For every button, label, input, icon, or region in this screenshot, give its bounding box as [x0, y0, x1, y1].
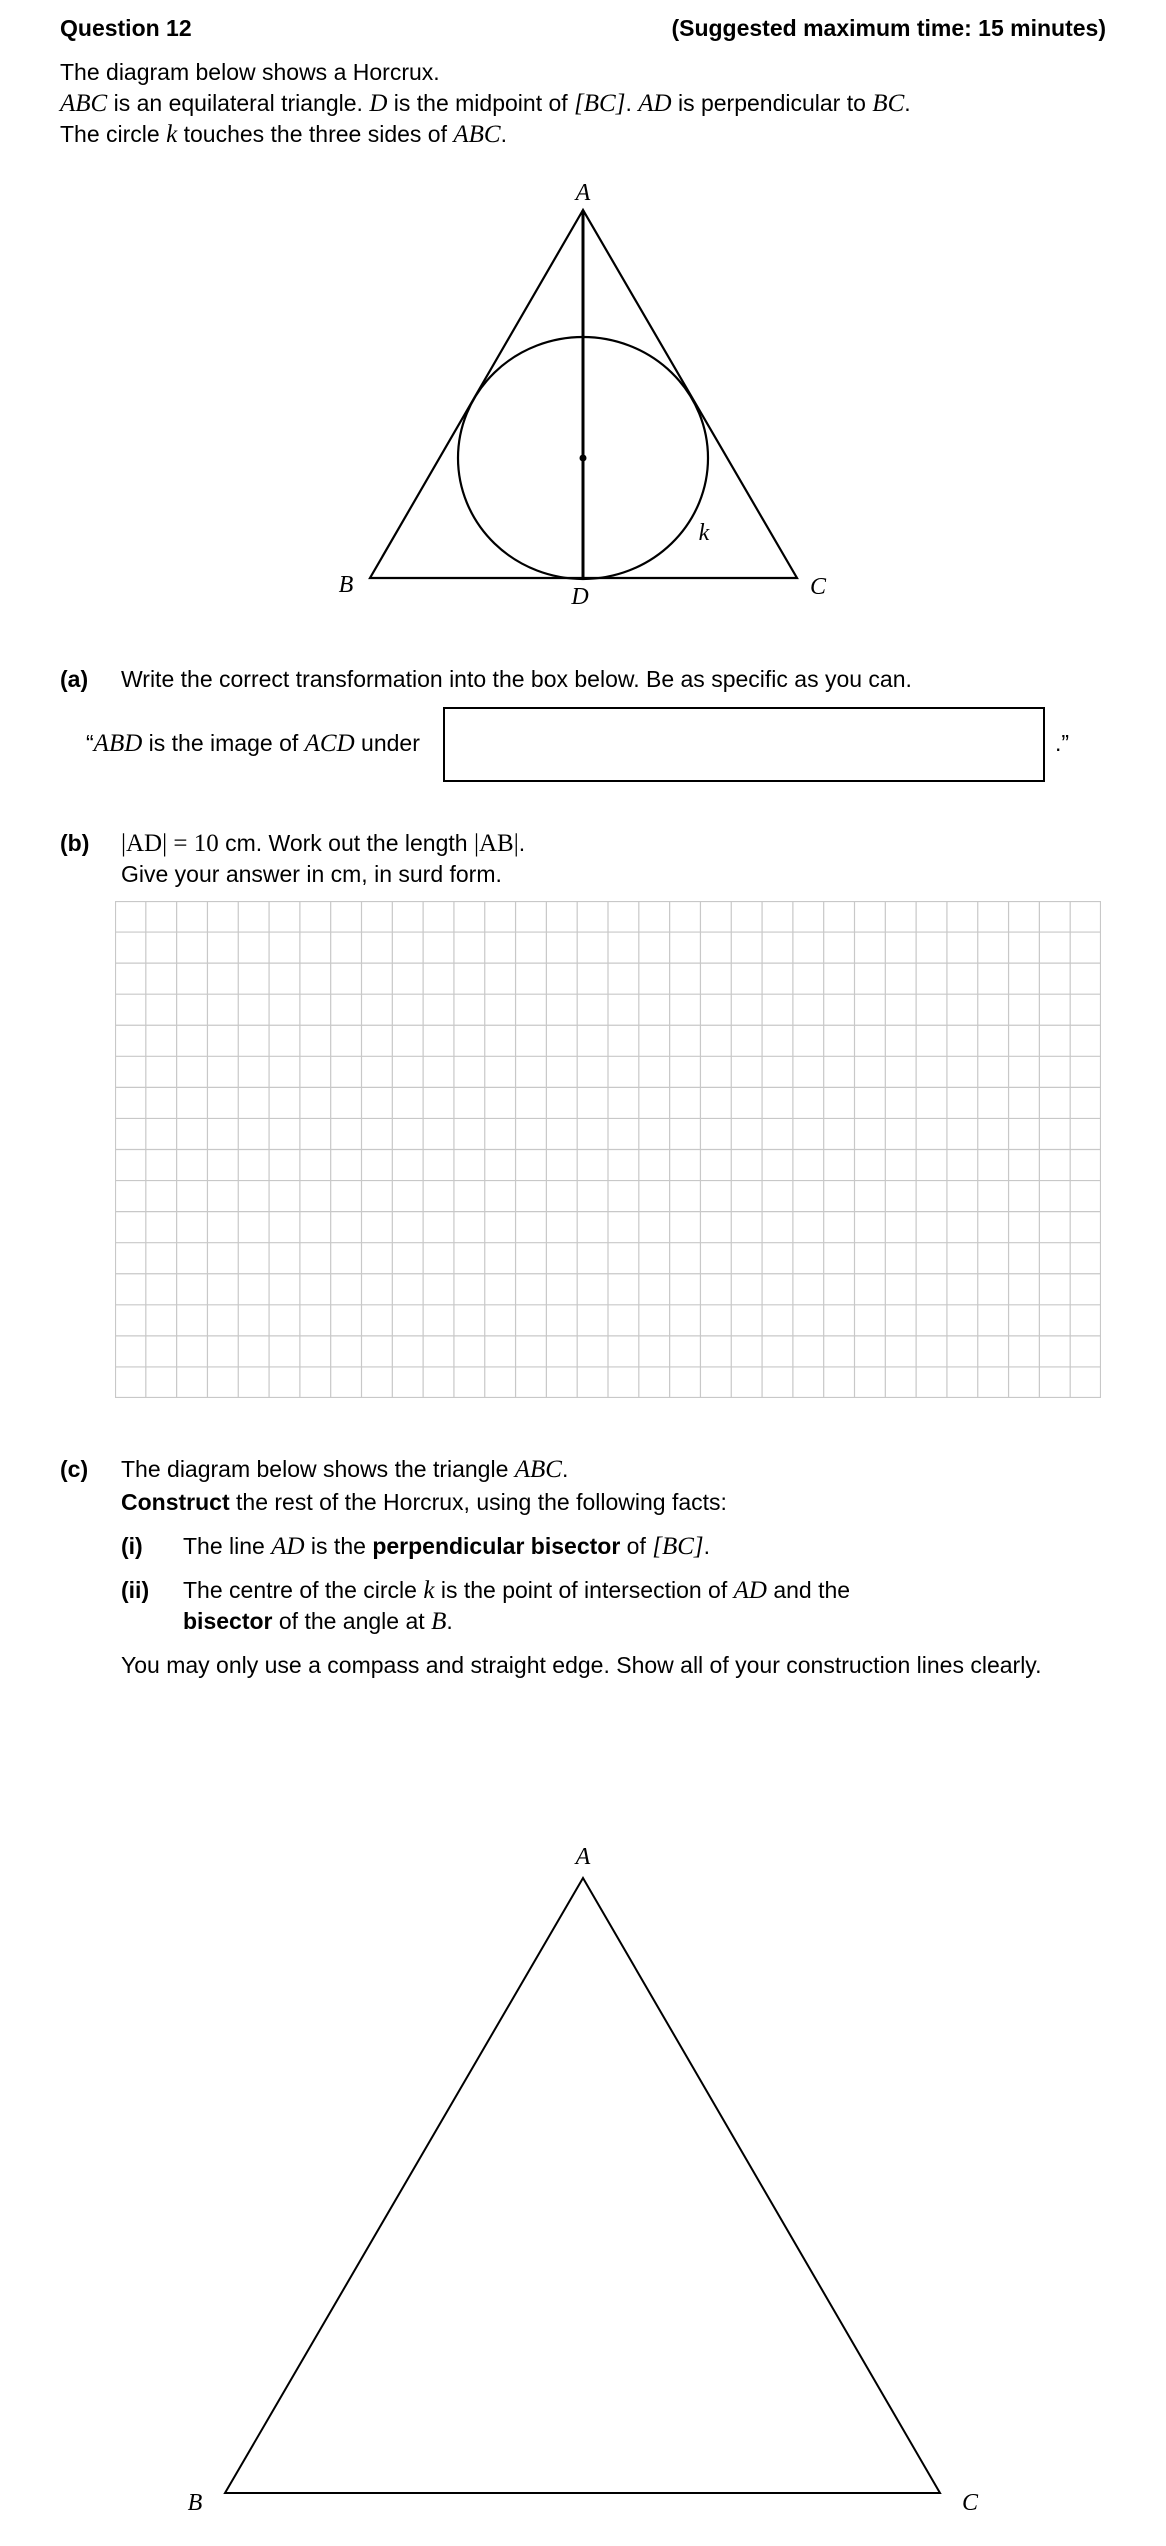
text: is the [304, 1533, 373, 1559]
math-abc: ABC [514, 1456, 562, 1483]
working-grid[interactable] [115, 901, 1101, 1398]
text: . [518, 830, 526, 856]
part-c-note: You may only use a compass and straight edge. Show all of your construction lines clearly. [121, 1652, 1042, 1678]
text: is the midpoint of [387, 90, 575, 116]
construction-diagram[interactable] [0, 1800, 1166, 2546]
question-number: Question 12 [60, 15, 192, 41]
text: The line [183, 1533, 272, 1559]
bisector-bold: bisector [183, 1608, 273, 1634]
math-d: D [369, 90, 388, 117]
math-k: k [423, 1577, 435, 1604]
horcrux-diagram [0, 0, 1166, 640]
text: . [703, 1533, 711, 1559]
part-b-label: (b) [60, 830, 90, 856]
math-k: k [166, 121, 178, 148]
math-bc-segment: [BC] [574, 90, 626, 117]
part-a-statement [86, 727, 420, 760]
quote-close: .” [1055, 730, 1070, 756]
label-k: k [698, 520, 710, 546]
math-ad-equals-10: |AD| = 10 [121, 830, 219, 857]
part-c-intro [121, 1453, 568, 1486]
transformation-answer-box[interactable] [443, 707, 1045, 782]
fact-i-text [183, 1530, 710, 1563]
text: is the point of intersection of [434, 1577, 734, 1603]
math-acd: ACD [304, 730, 355, 757]
quote-open: “ [86, 730, 94, 756]
fact-ii-text-line-1 [183, 1574, 850, 1607]
fact-i-label: (i) [121, 1533, 143, 1559]
text: The centre of the circle [183, 1577, 424, 1603]
math-b: B [431, 1608, 447, 1635]
label-b: B [338, 572, 354, 598]
text: . [446, 1608, 453, 1634]
label-c: C [961, 2490, 979, 2516]
text: cm. Work out the length [218, 830, 474, 856]
math-ad: AD [733, 1577, 767, 1604]
label-a: A [575, 1844, 591, 1870]
label-c: C [809, 574, 827, 600]
label-d: D [571, 584, 589, 610]
intro-line-1: The diagram below shows a Horcrux. [60, 59, 440, 85]
math-abd: ABD [93, 730, 143, 757]
text: . [500, 121, 507, 147]
part-c-construct [121, 1486, 727, 1518]
text: is the image of [142, 730, 305, 756]
construct-bold: Construct [121, 1489, 230, 1515]
math-abc: ABC [60, 90, 108, 117]
text: The circle [60, 121, 167, 147]
perpendicular-bisector-bold: perpendicular bisector [372, 1533, 621, 1559]
part-b-line-2: Give your answer in cm, in surd form. [121, 861, 502, 887]
circle-centre [580, 455, 587, 462]
text: of the angle at [272, 1608, 432, 1634]
suggested-time: (Suggested maximum time: 15 minutes) [671, 15, 1106, 41]
fact-ii-text-line-2 [183, 1605, 453, 1638]
text: The diagram below shows the triangle [121, 1456, 515, 1482]
text: touches the three sides of [177, 121, 454, 147]
text: is an equilateral triangle. [107, 90, 370, 116]
math-bc-segment: [BC] [652, 1533, 704, 1560]
text: . [561, 1456, 569, 1482]
math-ad: AD [271, 1533, 305, 1560]
part-a-label: (a) [60, 666, 89, 692]
text: . [625, 90, 639, 116]
text: the rest of the Horcrux, using the following facts: [229, 1489, 727, 1515]
math-ad: AD [638, 90, 672, 117]
fact-ii-label: (ii) [121, 1577, 150, 1603]
math-ab: |AB| [473, 830, 519, 857]
part-b-line-1 [121, 827, 525, 860]
math-abc: ABC [453, 121, 501, 148]
text: under [354, 730, 420, 756]
label-a: A [575, 180, 591, 206]
text: . [904, 90, 911, 116]
text: of [620, 1533, 653, 1559]
part-c-label: (c) [60, 1456, 89, 1482]
part-a-instruction: Write the correct transformation into the box below. Be as specific as you can. [121, 666, 912, 692]
text: and the [766, 1577, 851, 1603]
triangle-abc [225, 1878, 940, 2493]
text: is perpendicular to [671, 90, 873, 116]
label-b: B [187, 2490, 203, 2516]
math-bc: BC [872, 90, 905, 117]
